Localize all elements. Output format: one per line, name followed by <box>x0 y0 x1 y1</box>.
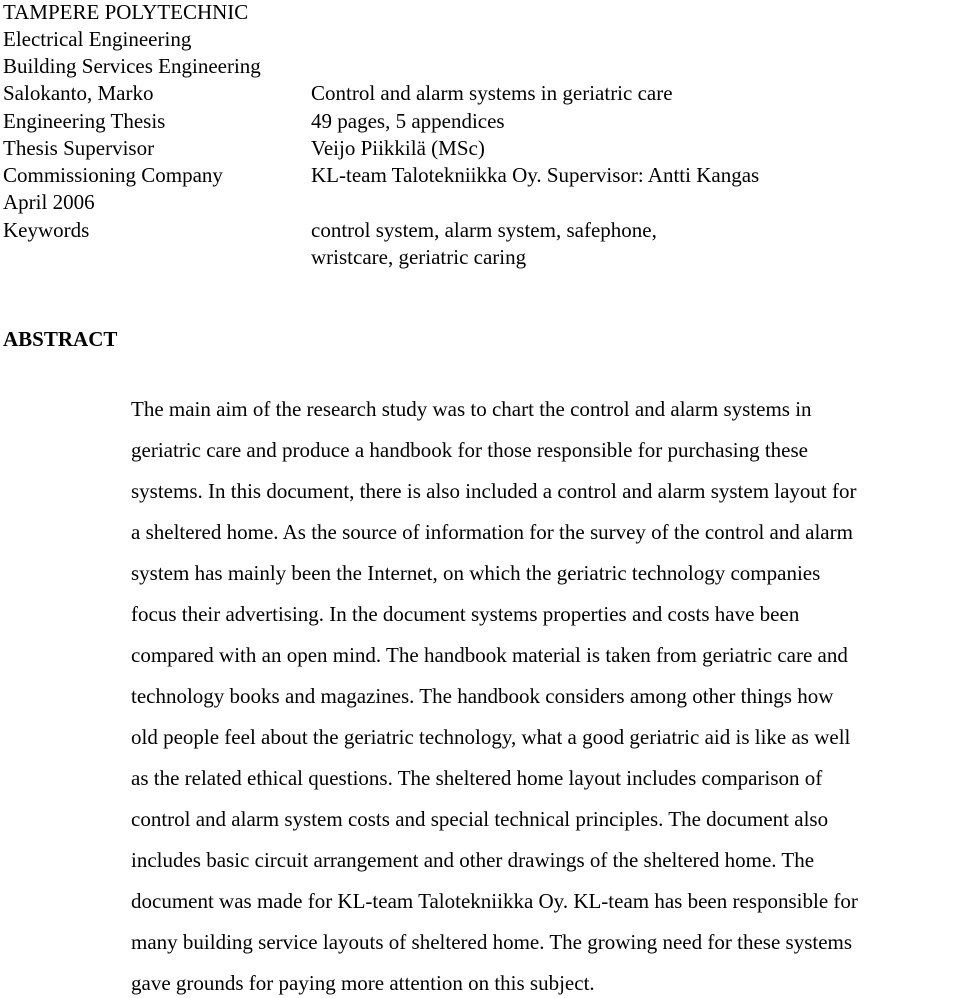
supervisor-label: Thesis Supervisor <box>3 136 155 160</box>
abstract-line: gave grounds for paying more attention on this subject. <box>131 971 595 995</box>
keywords-label: Keywords <box>3 218 90 242</box>
abstract-line: The main aim of the research study was to chart the control and alarm systems in <box>131 397 812 421</box>
abstract-line: old people feel about the geriatric technology, what a good geriatric aid is like as well <box>131 725 851 749</box>
abstract-line: compared with an open mind. The handbook material is taken from geriatric care and <box>131 643 848 667</box>
abstract-line: a sheltered home. As the source of information for the survey of the control and alarm <box>131 520 853 544</box>
abstract-line: control and alarm system costs and special technical principles. The document also <box>131 807 829 831</box>
abstract-line: systems. In this document, there is also included a control and alarm system layout for <box>131 479 857 503</box>
author-name: Salokanto, Marko <box>3 81 154 105</box>
company-name: KL-team Talotekniikka Oy. Supervisor: Antti Kangas <box>311 163 760 187</box>
company-label: Commissioning Company <box>3 163 223 187</box>
abstract-line: document was made for KL-team Talotekniikka Oy. KL-team has been responsible for <box>131 889 858 913</box>
abstract-line: as the related ethical questions. The sheltered home layout includes comparison of <box>131 766 823 790</box>
abstract-heading: ABSTRACT <box>3 327 118 351</box>
abstract-line: geriatric care and produce a handbook for those responsible for purchasing these <box>131 438 808 462</box>
abstract-line: includes basic circuit arrangement and other drawings of the sheltered home. The <box>131 848 815 872</box>
programme-name: Building Services Engineering <box>3 54 261 78</box>
supervisor-name: Veijo Piikkilä (MSc) <box>311 136 485 160</box>
abstract-line: technology books and magazines. The handbook considers among other things how <box>131 684 834 708</box>
keywords-line-1: control system, alarm system, safephone, <box>311 218 657 242</box>
institution-name: TAMPERE POLYTECHNIC <box>3 0 249 24</box>
page-count: 49 pages, 5 appendices <box>311 109 505 133</box>
thesis-type-label: Engineering Thesis <box>3 109 166 133</box>
abstract-line: system has mainly been the Internet, on which the geriatric technology companies <box>131 561 821 585</box>
keywords-line-2: wristcare, geriatric caring <box>311 245 527 269</box>
abstract-line: focus their advertising. In the document systems properties and costs have been <box>131 602 800 626</box>
abstract-line: many building service layouts of sheltered home. The growing need for these systems <box>131 930 853 954</box>
thesis-date: April 2006 <box>3 190 95 214</box>
thesis-title: Control and alarm systems in geriatric care <box>311 81 673 105</box>
department-name: Electrical Engineering <box>3 27 192 51</box>
